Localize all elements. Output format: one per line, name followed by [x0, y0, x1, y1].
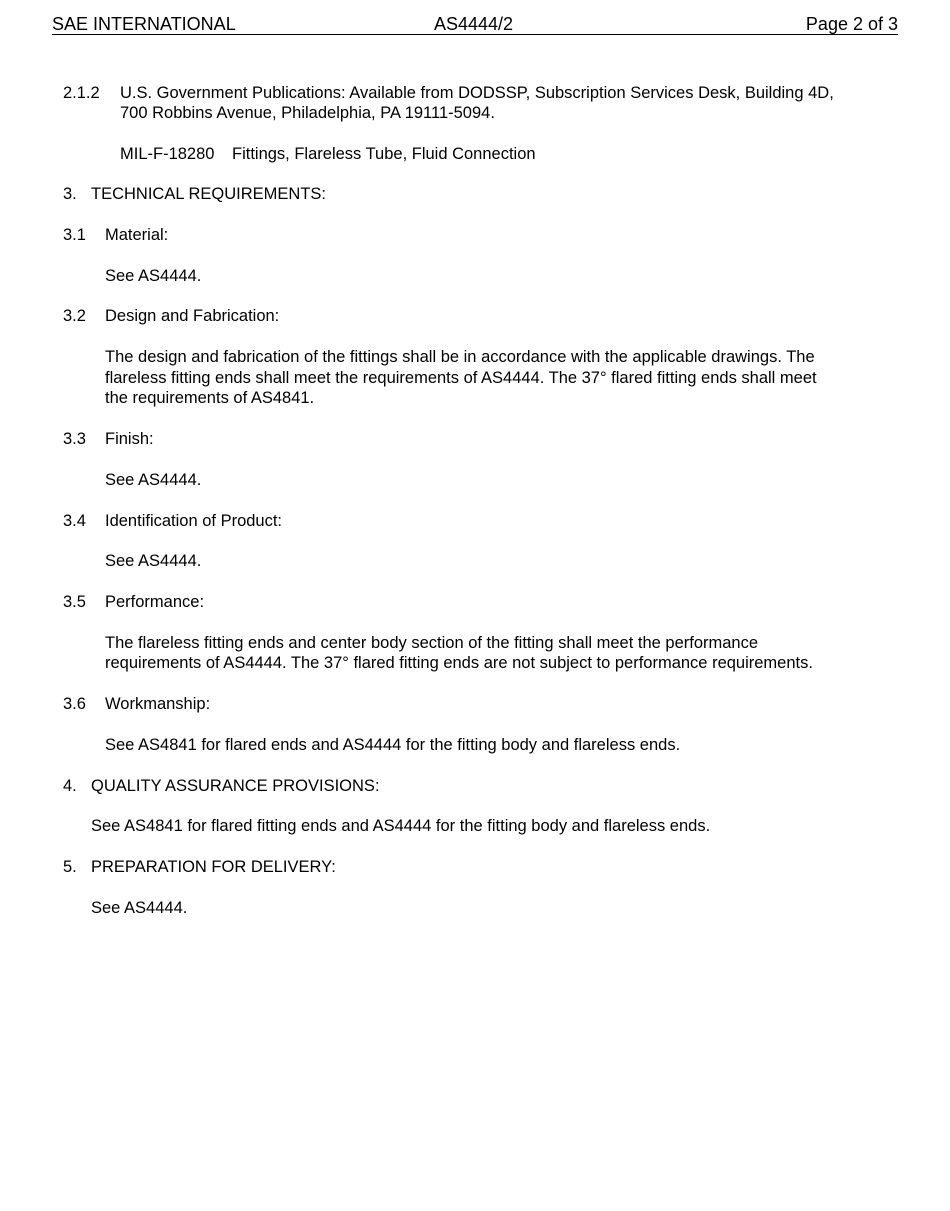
section-body: See AS4444. [105, 267, 202, 285]
section-title: Performance: [105, 593, 205, 611]
section-number: 3.4 [63, 512, 86, 530]
section-line: requirements of AS4444. The 37° flared fitting ends are not subject to performance requirements. [105, 654, 813, 672]
section-number: 3.5 [63, 593, 86, 611]
section-title: Finish: [105, 430, 154, 448]
section-body: See AS4841 for flared fitting ends and AS4444 for the fitting body and flareless ends. [91, 817, 711, 835]
reference-code: MIL-F-18280 [120, 145, 215, 163]
section-number: 5. [63, 858, 77, 876]
section-number: 3.2 [63, 307, 86, 325]
section-body: See AS4444. [105, 552, 202, 570]
section-title: PREPARATION FOR DELIVERY: [91, 858, 336, 876]
section-line: the requirements of AS4841. [105, 389, 315, 407]
section-title: QUALITY ASSURANCE PROVISIONS: [91, 777, 380, 795]
reference-title: Fittings, Flareless Tube, Fluid Connection [232, 145, 536, 163]
header-page-number: Page 2 of 3 [805, 14, 898, 34]
section-title: Design and Fabrication: [105, 307, 280, 325]
section-title: TECHNICAL REQUIREMENTS: [91, 185, 326, 203]
header-org: SAE INTERNATIONAL [52, 14, 236, 34]
section-line: flareless fitting ends shall meet the requirements of AS4444. The 37° flared fitting ends shall meet [105, 369, 817, 387]
section-number: 3.1 [63, 226, 86, 244]
section-number: 2.1.2 [63, 84, 100, 102]
section-line: U.S. Government Publications: Available from DODSSP, Subscription Services Desk, Building 4D, [120, 84, 834, 102]
section-number: 3.6 [63, 695, 86, 713]
section-body: See AS4841 for flared ends and AS4444 for the fitting body and flareless ends. [105, 736, 681, 754]
page-header [52, 12, 898, 35]
section-title: Material: [105, 226, 169, 244]
header-doc-id: AS4444/2 [434, 14, 514, 34]
section-title: Workmanship: [105, 695, 211, 713]
section-line: 700 Robbins Avenue, Philadelphia, PA 19111-5094. [120, 104, 495, 122]
section-body: See AS4444. [91, 899, 188, 917]
section-title: Identification of Product: [105, 512, 283, 530]
section-number: 4. [63, 777, 77, 795]
section-number: 3. [63, 185, 77, 203]
section-line: The flareless fitting ends and center body section of the fitting shall meet the performance [105, 634, 759, 652]
section-number: 3.3 [63, 430, 86, 448]
section-line: The design and fabrication of the fittings shall be in accordance with the applicable drawings. The [105, 348, 815, 366]
section-body: See AS4444. [105, 471, 202, 489]
